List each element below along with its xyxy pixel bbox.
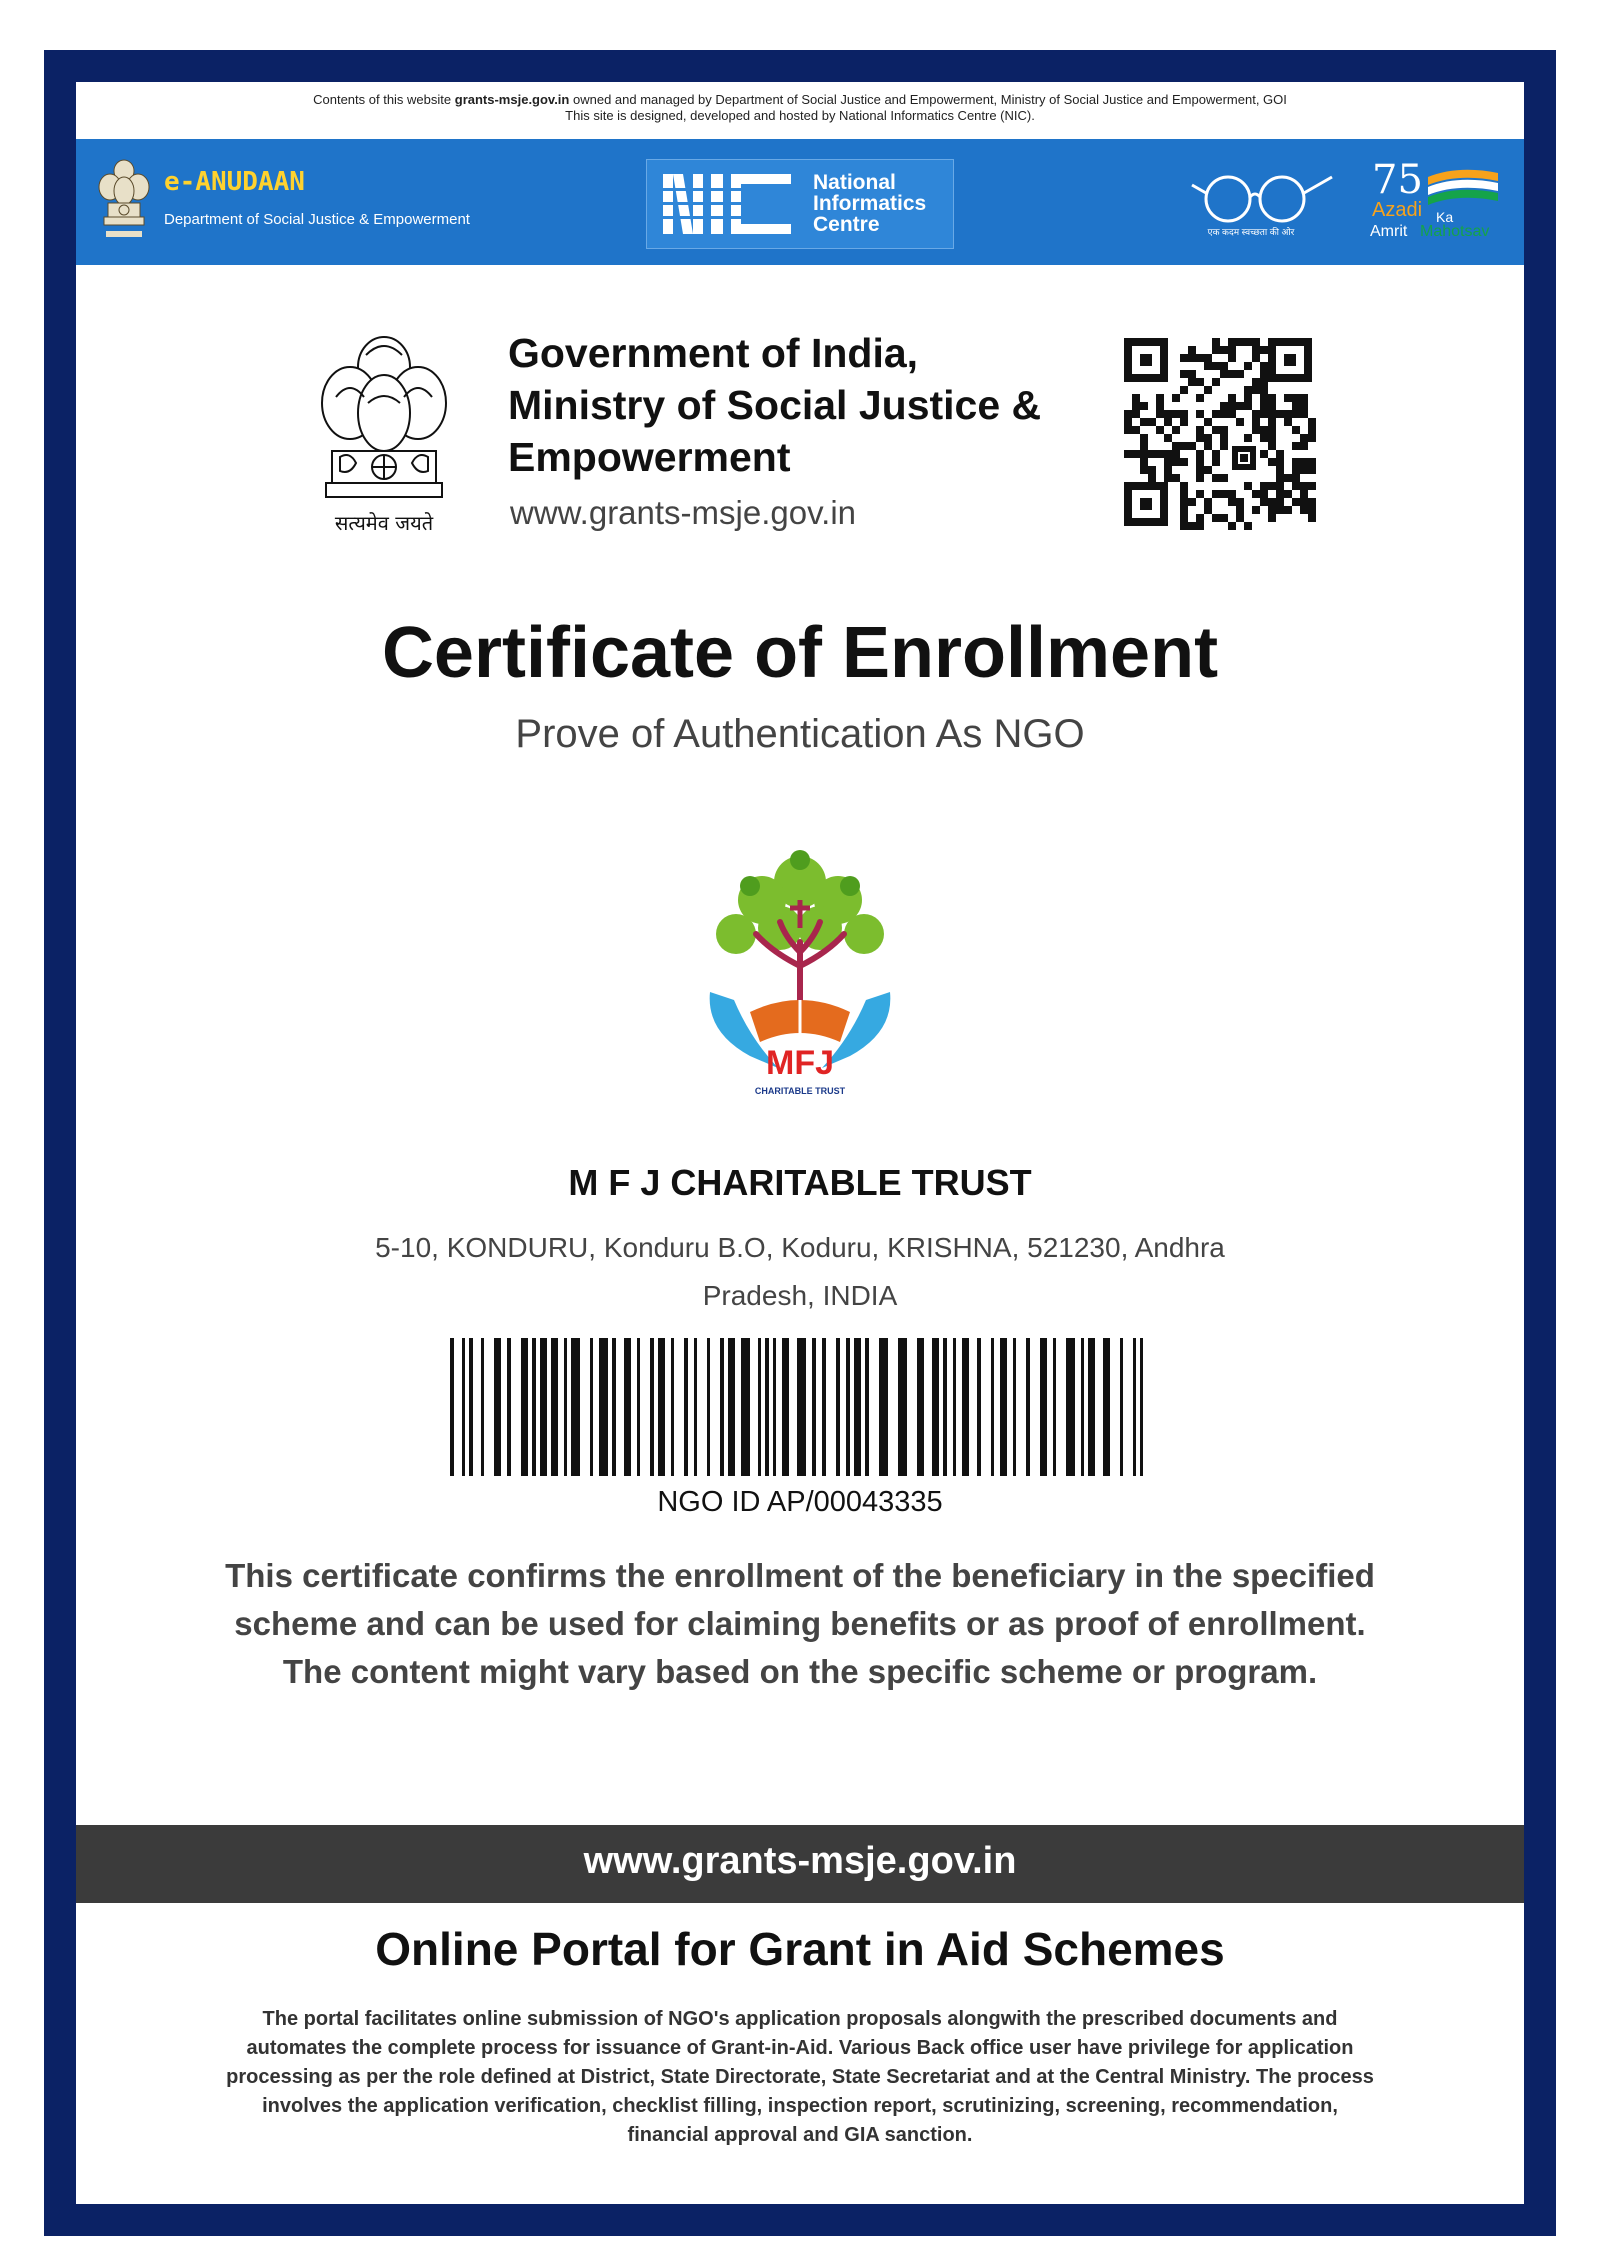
ownership-note: Contents of this website grants-msje.gov.in owned and managed by Department of Social Justice and Empowerment, Ministry of Social Justice and Empowerment, GOI This site is designed, developed and hosted by National Informatics Centre (NIC). (76, 92, 1524, 124)
certificate-title: Certificate of Enrollment (381, 613, 1219, 693)
gov-line-1: Government of India, (508, 330, 919, 376)
qr-code-icon (1120, 334, 1316, 530)
azadi-ka: Ka (1436, 209, 1454, 225)
certificate-sheet (76, 82, 1524, 2204)
azadi-75: 75 (1372, 157, 1423, 203)
footer-url: www.grants-msje.gov.in (583, 1840, 1017, 1882)
ngo-logo-subtext: CHARITABLE TRUST (754, 1086, 846, 1096)
ngo-name: M F J CHARITABLE TRUST (568, 1162, 1032, 1203)
footer-url-band (76, 1825, 1524, 1903)
header-banner (76, 139, 1524, 265)
national-emblem-icon (96, 157, 152, 247)
emblem-motto: सत्यमेव जयते (334, 511, 434, 535)
ngo-id: NGO ID AP/00043335 (657, 1486, 943, 1518)
barcode-icon (450, 1338, 1150, 1476)
portal-description: The portal facilitates online submission of NGO's application proposals alongwith the prescribed documents and automates the complete process for issuance of Grant-in-Aid. Various Back office user have privilege for application processing as per the role defined at District, State Directorate, State Secretariat and at the Central Ministry. The process involves the application verification, checklist filling, inspection report, scrutinizing, screening, recommendation, financial approval and GIA sanction. (226, 2008, 1374, 2146)
portal-title: Online Portal for Grant in Aid Schemes (375, 1923, 1225, 1975)
ngo-logo-text: MFJ (766, 1044, 834, 1082)
gov-line-3: Empowerment (508, 434, 791, 480)
eanudaan-title: e-ANUDAAN (164, 167, 305, 197)
site-name: grants-msje.gov.in (454, 92, 570, 107)
nic-logo (646, 159, 954, 249)
eanudaan-subtitle: Department of Social Justice & Empowerment (164, 211, 470, 228)
ngo-tree-hands-logo-icon (690, 842, 910, 1102)
gov-website: www.grants-msje.gov.in (510, 494, 857, 531)
ngo-address: 5-10, KONDURU, Konduru B.O, Koduru, KRISHNA, 521230, Andhra Pradesh, INDIA (375, 1232, 1225, 1311)
hosting-note: This site is designed, developed and hosted by National Informatics Centre (NIC). (565, 108, 1035, 123)
swachh-caption: एक कदम स्वच्छता की ओर (1207, 227, 1295, 237)
certificate-subtitle: Prove of Authentication As NGO (515, 712, 1085, 756)
azadi-amrit: Amrit (1370, 223, 1408, 240)
nic-name: National Informatics Centre (813, 171, 927, 236)
azadi-word: Azadi (1372, 199, 1423, 221)
gov-line-2: Ministry of Social Justice & (508, 382, 1042, 428)
nic-letters-icon (663, 172, 803, 236)
lion-capital-emblem-icon (316, 327, 452, 537)
azadi-mahotsav: Mahotsav (1420, 223, 1490, 240)
certificate-statement: This certificate confirms the enrollment of the beneficiary in the specified scheme and can be used for claiming benefits or as proof of enrollment. The content might vary based on the specific scheme or program. (225, 1557, 1375, 1690)
